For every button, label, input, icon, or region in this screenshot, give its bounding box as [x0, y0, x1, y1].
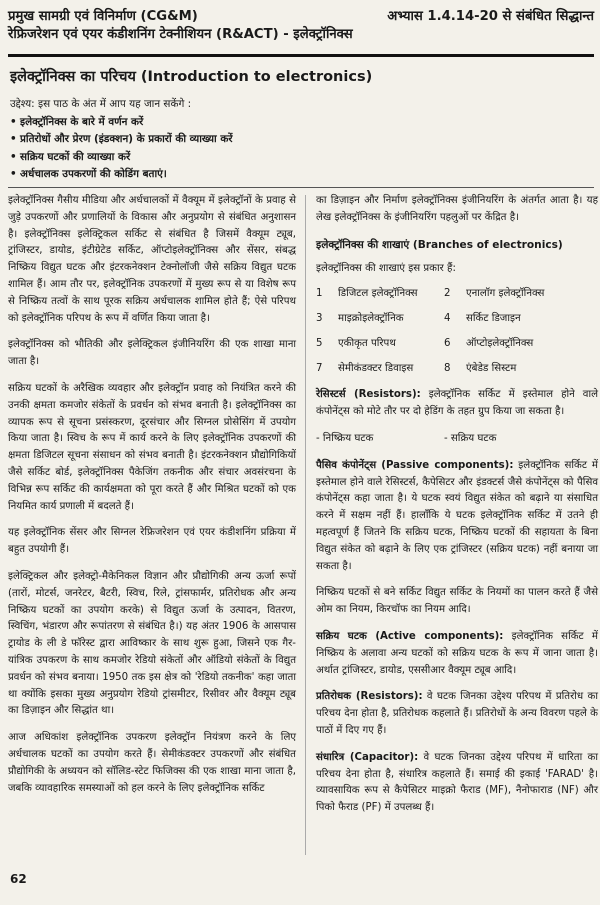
resistor-paragraph: प्रतिरोधक (Resistors): वे घटक जिनका उद्देश्य परिपथ में प्रतिरोध का परिचय देना होता है, प्रतिरोधक कहलाते हैं। प्रतिरोधों के अन्य विवरण पहले के पाठों में दिए गए हैं।	[316, 691, 599, 736]
capacitor-paragraph: संधारित्र (Capacitor): वे घटक जिनका उद्देश्य परिपथ में धारिता का परिचय देना होता है, संधारित्र कहलाते हैं। समाई की इकाई 'FARAD' है। व्यावसायिक रूप से कैपेसिटर माइक्रो फैराड (MF), नैनोफाराड (NF) और पिको फैराड (PF) में उपलब्ध हैं।	[316, 751, 598, 814]
active-label: - सक्रिय घटक	[444, 432, 497, 444]
objectives-list	[10, 114, 590, 184]
paragraph: का डिज़ाइन और निर्माण इलेक्ट्रॉनिक्स इंजीनियरिंग के अंतर्गत आता है। यह लेख इलेक्ट्रॉनिक्स के इंजीनियरिंग पहलुओं पर केंद्रित है।	[316, 195, 598, 223]
header-module-title: प्रमुख सामग्री एवं विनिर्माण (CG&M)	[8, 9, 198, 24]
branch-item: 8 एंबेडेड सिस्टम	[444, 362, 517, 374]
right-column	[316, 193, 598, 827]
branches-heading: इलेक्ट्रॉनिक्स की शाखाएं (Branches of electronics)	[316, 238, 563, 251]
passive-paragraph: पैसिव कंपोनेंट्स (Passive components): इलेक्ट्रॉनिक सर्किट में इस्तेमाल होने वाले रेसिस्टर्स, कैपेसिटर और इंडक्टर्स जैसे कंपोनेंट्स को पैसिव कंपोनेंट्स कहा जाता है। ये घटक स्वयं विद्युत संकेत को बढ़ाने या संसाधित करने में सक्षम नहीं हैं। हालाँकि ये घटक इलेक्ट्रॉनिक सर्किट में उतने ही महत्वपूर्ण हैं जितने कि सक्रिय घटक, निष्क्रिय घटकों की सहायता के बिना विद्युत संकेत को बढ़ाने के लिए एक ट्रांजिस्टर (सक्रिय घटक) नहीं बनाया जा सकता है।	[316, 459, 598, 572]
branch-item: 4 सर्किट डिजाइन	[444, 312, 521, 324]
passive-term: पैसिव कंपोनेंट्स (Passive components):	[316, 459, 514, 471]
objective-item: • सक्रिय घटकों की व्याख्या करें	[10, 149, 590, 167]
paragraph: इलेक्ट्रॉनिक्स को भौतिकी और इलेक्ट्रिकल इंजीनियरिंग की एक शाखा माना जाता है।	[8, 339, 296, 368]
header-row-2	[8, 26, 594, 44]
resistors-paragraph: रेसिस्टर्स (Resistors): इलेक्ट्रॉनिक सर्किट में इस्तेमाल होने वाले कंपोनेंट्स को मोटे तौर पर दो हेडिंग के तहत ग्रुप किया जा सकता है।	[316, 389, 598, 418]
header-row-1	[8, 8, 594, 26]
paragraph: इलेक्ट्रॉनिक्स गैसीय मीडिया और अर्धचालकों में वैक्यूम में इलेक्ट्रॉनों के प्रवाह से जुड़े उपकरणों और प्रणालियों के विकास और अनुप्रयोग से संबंधित अनुशासन है। इलेक्ट्रॉनिक्स इलेक्ट्रिकल सर्किट से संबंधित है जिसमें वैक्यूम ट्यूब, ट्रांजिस्टर, डायोड, इंटीग्रेटेड सर्किट, ऑप्टोइलेक्ट्रॉनिक्स और सेंसर, संबद्ध निष्क्रिय विद्युत घटक और इंटरकनेक्शन टेक्नोलॉजी जैसे सक्रिय विद्युत घटक शामिल हैं। आम तौर पर, इलेक्ट्रॉनिक उपकरणों में मुख्य रूप से या विशेष रूप से निष्क्रिय तत्वों के साथ पूरक सक्रिय अर्धचालक शामिल होते हैं; ऐसे परिपथ को इलेक्ट्रॉनिक परिपथ के रूप में वर्णित किया जाता है।	[8, 195, 296, 324]
header-exercise-ref: अभ्यास 1.4.14-20 से संबंधित सिद्धान्त	[387, 9, 594, 24]
resistor-term: प्रतिरोधक (Resistors):	[316, 691, 423, 703]
passive-label: - निष्क्रिय घटक	[316, 432, 374, 444]
left-column	[8, 193, 296, 807]
active-paragraph: सक्रिय घटक (Active components): इलेक्ट्रॉनिक सर्किट में निष्क्रिय के अलावा अन्य घटकों को सक्रिय घटक के रूप में जाना जाता है। अर्थात ट्रांजिस्टर, डायोड, एससीआर वैक्यूम ट्यूब आदि।	[316, 630, 598, 676]
capacitor-term: संधारित्र (Capacitor):	[316, 751, 419, 763]
column-divider	[305, 195, 306, 855]
branch-item: 7 सेमीकंडक्टर डिवाइस	[316, 362, 414, 374]
branch-item: 1 डिजिटल इलेक्ट्रॉनिक्स	[316, 288, 418, 300]
component-split	[316, 431, 598, 448]
objective-item: • प्रतिरोधों और प्रेरण (इंडक्शन) के प्रकारों की व्याख्या करें	[10, 131, 590, 149]
paragraph: इलेक्ट्रिकल और इलेक्ट्रो-मैकेनिकल विज्ञान और प्रौद्योगिकी अन्य ऊर्जा रूपों (तारों, मोटर्स, जनरेटर, बैटरी, स्विच, रिले, ट्रांसफार्मर, प्रतिरोधक और अन्य निष्क्रिय घटकों का उपयोग करके) से विद्युत ऊर्जा के उत्पादन, वितरण, स्विचिंग, भंडारण और रूपांतरण से संबंधित है।) यह अंतर 1906 के आसपास ट्रायोड के ली डे फॉरेस्ट द्वारा आविष्कार के साथ शुरू हुआ, जिसने एक गैर-यांत्रिक उपकरण के साथ कमजोर रेडियो संकेतों और ऑडियो संकेतों के विद्युत प्रवर्धन को संभव बनाया। 1950 तक इस क्षेत्र को 'रेडियो तकनीक' कहा जाता था क्योंकि इसका मुख्य अनुप्रयोग रेडियो ट्रांसमीटर, रिसीवर और वैक्यूम ट्यूब का डिज़ाइन और सिद्धांत था।	[8, 570, 296, 717]
branch-item: 3 माइक्रोइलेक्ट्रॉनिक	[316, 312, 404, 324]
header-rule	[8, 54, 594, 57]
branch-item: 2 एनालॉग इलेक्ट्रॉनिक्स	[444, 288, 545, 300]
objectives-block	[10, 96, 590, 184]
objective-item: • अर्धचालक उपकरणों की कोडिंग बताएं।	[10, 166, 590, 184]
passive-note: निष्क्रिय घटकों से बने सर्किट विद्युत सर्किट के नियमों का पालन करते हैं जैसे ओम का नियम, किरचॉफ का नियम आदि।	[316, 587, 598, 616]
active-term: सक्रिय घटक (Active components):	[316, 630, 504, 642]
paragraph: यह इलेक्ट्रॉनिक सेंसर और सिग्नल रेफ्रिजरेशन एवं एयर कंडीशनिंग प्रक्रिया में बहुत उपयोगी हैं।	[8, 527, 296, 556]
branches-lead: इलेक्ट्रॉनिक्स की शाखाएं इस प्रकार हैं:	[316, 263, 456, 275]
resistors-term: रेसिस्टर्स (Resistors):	[316, 389, 421, 401]
objectives-rule	[8, 187, 594, 188]
lesson-title: इलेक्ट्रॉनिक्स का परिचय (Introduction to electronics)	[10, 69, 373, 85]
objective-item: • इलेक्ट्रॉनिक्स के बारे में वर्णन करें	[10, 114, 590, 132]
page-number: 62	[10, 872, 27, 886]
branches-list	[316, 286, 598, 377]
paragraph: आज अधिकांश इलेक्ट्रॉनिक उपकरण इलेक्ट्रॉन नियंत्रण करने के लिए अर्धचालक घटकों का उपयोग करते हैं। सेमीकंडक्टर उपकरणों और संबंधित प्रौद्योगिकी के अध्ययन को सॉलिड-स्टेट फिजिक्स की एक शाखा माना जाता है, जबकि व्यावहारिक समस्याओं को हल करने के लिए इलेक्ट्रॉनिक सर्किट	[8, 732, 296, 794]
header-trade-title: रेफ्रिजरेशन एवं एयर कंडीशनिंग टेक्नीशियन (R&ACT) - इलेक्ट्रॉनिक्स	[8, 27, 353, 42]
branch-item: 5 एकीकृत परिपथ	[316, 337, 396, 349]
paragraph: सक्रिय घटकों के अरैखिक व्यवहार और इलेक्ट्रॉन प्रवाह को नियंत्रित करने की उनकी क्षमता कमजोर संकेतों के प्रवर्धन को संभव बनाती है। इलेक्ट्रॉनिक्स का व्यापक रूप से सूचना प्रसंस्करण, दूरसंचार और सिग्नल प्रोसेसिंग में उपयोग किया जाता है। स्विच के रूप में कार्य करने के लिए इलेक्ट्रॉनिक उपकरणों की क्षमता डिजिटल सूचना संसाधन को संभव बनाती है। इंटरकनेक्शन प्रौद्योगिकियों जैसे सर्किट बोर्ड, इलेक्ट्रॉनिक्स पैकेजिंग तकनीक और संचार अवसंरचना के विभिन्न रूप सर्किट की कार्यक्षमता को पूरा करते हैं और मिश्रित घटकों को एक नियमित कार्य प्रणाली में बदलते हैं।	[8, 382, 296, 512]
page-header	[8, 8, 594, 44]
objectives-lead: उद्देश्य: इस पाठ के अंत में आप यह जान सकेंगे :	[10, 98, 192, 110]
branch-item: 6 ऑप्टोइलेक्ट्रॉनिक्स	[444, 337, 534, 349]
